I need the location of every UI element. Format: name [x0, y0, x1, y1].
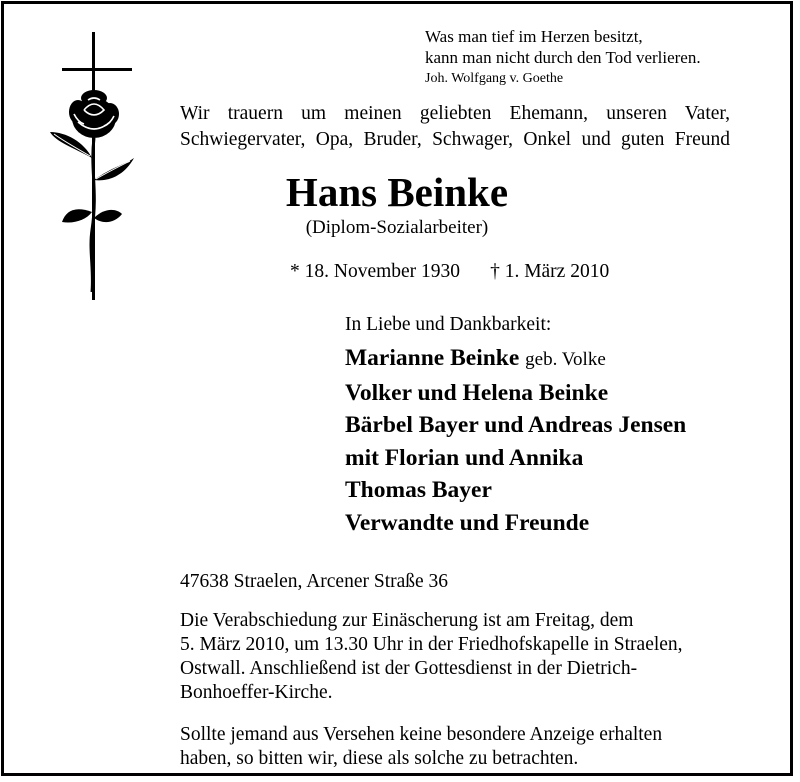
ceremony-line: 5. März 2010, um 13.30 Uhr in der Friedhofskapelle in Straelen,	[180, 634, 683, 655]
mourner-row: Bärbel Bayer und Andreas Jensen	[345, 412, 687, 438]
mourner-row	[345, 342, 686, 377]
ceremony-text	[180, 609, 700, 705]
mourner-row: Thomas Bayer	[345, 477, 492, 503]
mourner-row: mit Florian und Annika	[345, 444, 584, 471]
intro-text	[180, 101, 730, 153]
ceremony-line: Die Verabschiedung zur Einäscherung ist am Freitag, dem	[180, 610, 634, 631]
life-dates	[290, 260, 609, 284]
closing-line: haben, so bitten wir, diese als solche zu betrachten.	[180, 748, 579, 769]
intro-line-1: Wir trauern um meinen geliebten Ehemann, unseren Vater,	[180, 103, 730, 124]
ceremony-line: Bonhoeffer-Kirche.	[180, 682, 333, 703]
quote-line-1: Was man tief im Herzen besitzt,	[425, 27, 643, 46]
goethe-quote	[425, 26, 701, 89]
closing-line: Sollte jemand aus Versehen keine besondere Anzeige erhalten	[180, 724, 663, 745]
deceased-name: Hans Beinke	[285, 169, 509, 215]
closing-text	[180, 723, 662, 771]
mourner-row: Volker und Helena Beinke	[345, 379, 609, 406]
intro-line-2: Schwiegervater, Opa, Bruder, Schwager, Onkel und guten Freund	[180, 129, 730, 150]
ceremony-line: Ostwall. Anschließend ist der Gottesdienst in der Dietrich-	[180, 658, 638, 679]
deceased-profession: (Diplom-Sozialarbeiter)	[305, 217, 489, 238]
quote-author: Joh. Wolfgang v. Goethe	[425, 71, 564, 86]
mourners-list	[345, 312, 686, 539]
obituary-notice	[1, 1, 793, 776]
mourner-row: Verwandte und Freunde	[345, 509, 590, 536]
mourners-lead: In Liebe und Dankbarkeit:	[345, 314, 552, 335]
cross-with-rose-icon	[44, 30, 140, 302]
mourner-name: Marianne Beinke	[345, 345, 520, 371]
birth-date: * 18. November 1930	[290, 261, 461, 282]
address: 47638 Straelen, Arcener Straße 36	[180, 571, 449, 592]
quote-line-2: kann man nicht durch den Tod verlieren.	[425, 48, 701, 67]
death-date: † 1. März 2010	[490, 261, 610, 282]
maiden-name: geb. Volke	[525, 349, 606, 370]
